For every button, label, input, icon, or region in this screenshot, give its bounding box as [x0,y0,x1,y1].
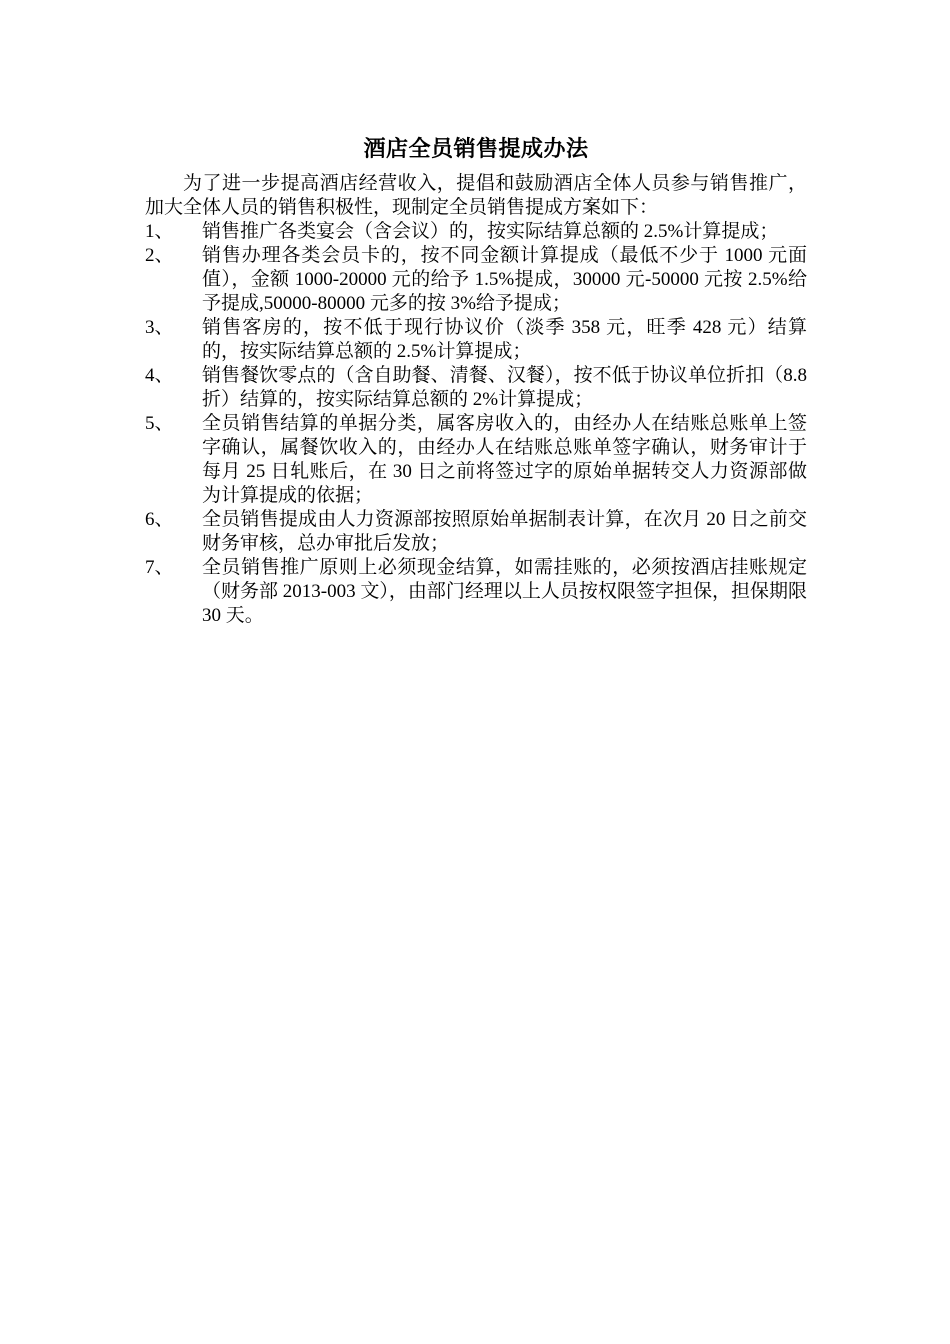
rule-number: 6、 [145,509,174,530]
rule-item-5 [145,412,807,508]
rule-text: 全员销售提成由人力资源部按照原始单据制表计算，在次月 20 日之前交财务审核，总办审批后发放； [202,509,807,554]
rule-text: 全员销售推广原则上必须现金结算，如需挂账的，必须按酒店挂账规定（财务部 2013-003 文），由部门经理以上人员按权限签字担保，担保期限 30 天。 [202,557,807,626]
intro-paragraph: 为了进一步提高酒店经营收入，提倡和鼓励酒店全体人员参与销售推广，加大全体人员的销售积极性，现制定全员销售提成方案如下： [145,173,807,218]
document-body [145,134,807,628]
rule-text: 销售客房的，按不低于现行协议价（淡季 358 元，旺季 428 元）结算的，按实际结算总额的 2.5%计算提成； [202,317,807,362]
rule-text: 销售推广各类宴会（含会议）的，按实际结算总额的 2.5%计算提成； [202,221,779,242]
rule-number: 4、 [145,365,174,386]
rule-number: 2、 [145,245,174,266]
rule-item-2 [145,244,807,316]
rule-text: 销售餐饮零点的（含自助餐、清餐、汉餐），按不低于协议单位折扣（8.8 折）结算的，按实际结算总额的 2%计算提成； [202,365,807,410]
rule-number: 5、 [145,413,174,434]
rule-number: 7、 [145,557,174,578]
rules-list [145,220,807,628]
rule-text: 销售办理各类会员卡的，按不同金额计算提成（最低不少于 1000 元面值），金额 1000-20000 元的给予 1.5%提成，30000 元-50000 元按 2.5%给予提成,50000-80000 元多的按 3%给予提成； [202,245,807,314]
rule-item-3 [145,316,807,364]
rule-item-1 [145,220,807,244]
rule-text: 全员销售结算的单据分类，属客房收入的，由经办人在结账总账单上签字确认，属餐饮收入的，由经办人在结账总账单签字确认，财务审计于每月 25 日轧账后，在 30 日之前将签过字的原始单据转交人力资源部做为计算提成的依据； [202,413,807,506]
rule-item-4 [145,364,807,412]
rule-number: 1、 [145,221,174,242]
document-title: 酒店全员销售提成办法 [363,136,589,161]
rule-item-6 [145,508,807,556]
rule-number: 3、 [145,317,174,338]
rule-item-7 [145,556,807,628]
